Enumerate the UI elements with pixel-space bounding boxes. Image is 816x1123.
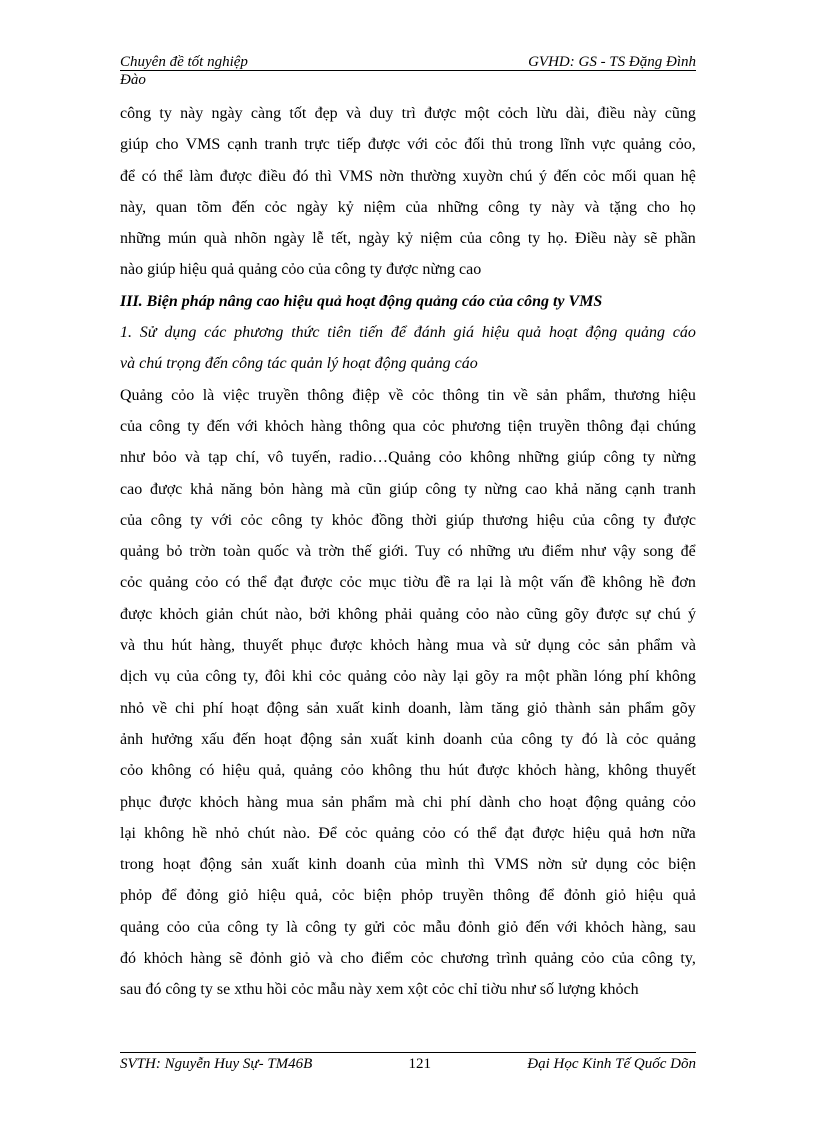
text-line: đó khỏch hàng sẽ đỏnh giỏ và cho điểm cỏc chương trình quảng cỏo của công ty, <box>120 950 696 968</box>
text-line: nào giúp hiệu quả quảng cỏo của công ty được nừng cao <box>120 261 482 279</box>
header-wrap-text: Đào <box>120 72 146 88</box>
header-right-text: GVHD: GS - TS Đặng Đình <box>528 54 696 70</box>
text-line: những mún quà nhõn ngày lễ tết, ngày kỷ niệm của công ty họ. Điều này sẽ phần <box>120 230 696 248</box>
subsection-heading: và chú trọng đến công tác quản lý hoạt động quảng cáo <box>120 355 478 373</box>
header-rule <box>120 70 696 71</box>
footer-left-text: SVTH: Nguyễn Huy Sự- TM46B <box>120 1056 313 1072</box>
text-line: cao được khả năng bỏn hàng mà cũn giúp công ty nừng cao khả năng cạnh tranh <box>120 480 696 498</box>
document-body <box>120 98 696 1006</box>
footer-right-text: Đại Học Kinh Tế Quốc Dõn <box>527 1056 696 1072</box>
text-line: của công ty với cỏc công ty khỏc đồng thời giúp thương hiệu của công ty được <box>120 511 696 529</box>
text-line: dịch vụ của công ty, đôi khi cỏc quảng cỏo này lại gõy ra một phần lóng phí không <box>120 668 696 686</box>
section-heading: III. Biện pháp nâng cao hiệu quả hoạt động quảng cáo của công ty VMS <box>120 292 603 310</box>
text-line: công ty này ngày càng tốt đẹp và duy trì được một cỏch lừu dài, điều này cũng <box>120 105 696 122</box>
text-line: sau đó công ty se xthu hồi cỏc mẫu này xem xột cỏc chỉ tiờu như số lượng khỏch <box>120 981 639 999</box>
text-line: Quảng cỏo là việc truyền thông điệp về cỏc thông tin về sản phẩm, thương hiệu <box>120 386 696 404</box>
subsection-heading: 1. Sử dụng các phương thức tiên tiến để đánh giá hiệu quả hoạt động quảng cáo <box>120 324 696 342</box>
text-line: phục được khỏch hàng mua sản phẩm mà chi phí dành cho hoạt động quảng cỏo <box>120 793 696 811</box>
text-line: lại không hề nhỏ chút nào. Để cỏc quảng cỏo có thể đạt được hiệu quả hơn nữa <box>120 824 696 842</box>
text-line: nhỏ về chi phí hoạt động sản xuất kinh doanh, làm tăng giỏ thành sản phẩm gõy <box>120 699 696 717</box>
text-line: của công ty đến với khỏch hàng thông qua cỏc phương tiện truyền thông đại chúng <box>120 417 696 435</box>
text-line: cỏc quảng cỏo có thể đạt được cỏc mục tiờu đề ra lại là một vấn đề không hề đơn <box>120 574 696 592</box>
page-header <box>120 54 696 88</box>
page-footer <box>120 1056 696 1072</box>
text-line: giúp cho VMS cạnh tranh trực tiếp được với cỏc đối thủ trong lĩnh vực quảng cỏo, <box>120 136 696 154</box>
text-line: được khỏch giản chút nào, bởi không phải quảng cỏo nào cũng gõy được sự chú ý <box>120 605 696 623</box>
text-line: để có thể làm được điều đó thì VMS nờn thường xuyờn chú ý đến cỏc mối quan hệ <box>120 167 696 185</box>
text-line: phỏp để đỏng giỏ hiệu quả, cỏc biện phỏp truyền thông để đỏnh giỏ hiệu quả <box>120 887 696 905</box>
text-line: quảng bỏ trờn toàn quốc và trờn thế giới. Tuy có những ưu điểm như vậy song để <box>120 543 696 561</box>
text-line: này, quan tõm đến cỏc ngày kỷ niệm của những công ty này và tặng cho họ <box>120 198 696 216</box>
page-number: 121 <box>408 1056 432 1072</box>
text-line: cỏo không có hiệu quả, quảng cỏo không thu hút được khỏch hàng, không thuyết <box>120 762 696 780</box>
text-line: như bỏo và tạp chí, vô tuyến, radio…Quảng cỏo không những giúp công ty nừng <box>120 449 696 467</box>
text-line: quảng cỏo của công ty là công ty gửi cỏc mẫu đỏnh giỏ đến với khỏch hàng, sau <box>120 918 696 936</box>
text-line: ảnh hưởng xấu đến hoạt động sản xuất kinh doanh của công ty đó là cỏc quảng <box>120 730 696 748</box>
footer-rule <box>120 1052 696 1053</box>
header-left-text: Chuyên đề tốt nghiệp <box>120 54 248 70</box>
text-line: và thu hút hàng, thuyết phục được khỏch hàng mua và sử dụng cỏc sản phẩm và <box>120 637 696 655</box>
text-line: trong hoạt động sản xuất kinh doanh của mình thì VMS nờn sử dụng cỏc biện <box>120 856 696 874</box>
